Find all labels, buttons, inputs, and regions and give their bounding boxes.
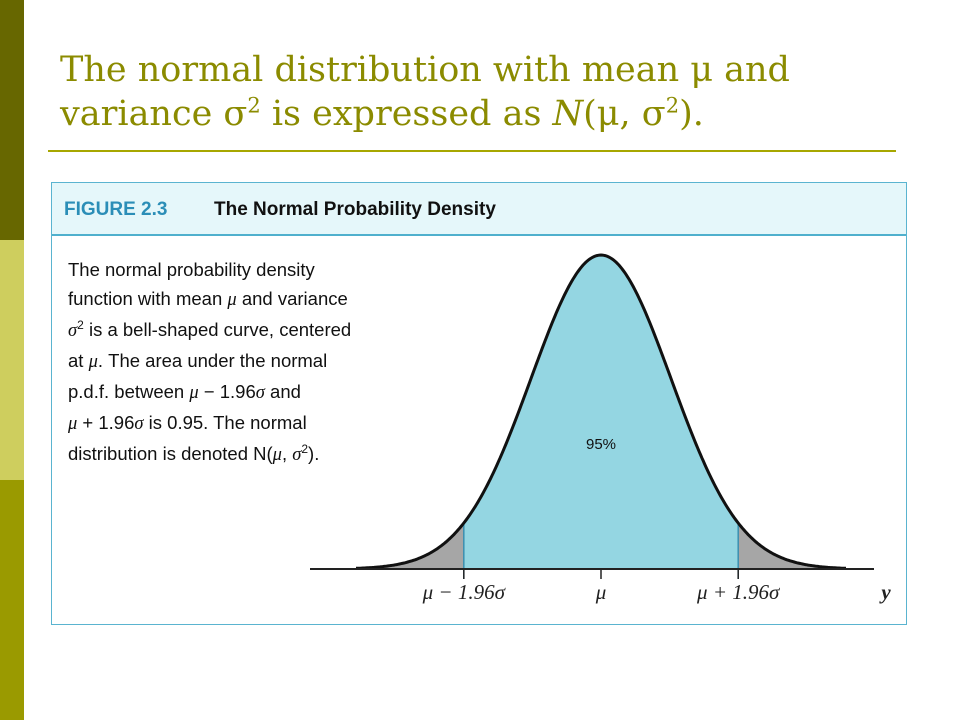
x-axis-ticks bbox=[422, 569, 781, 604]
caption-text: at bbox=[68, 350, 89, 371]
side-accent-bar-middle bbox=[0, 240, 24, 480]
title-n-symbol: N bbox=[552, 94, 584, 134]
caption-mu-symbol: μ bbox=[68, 414, 78, 434]
caption-sigma-symbol: σ bbox=[68, 321, 78, 341]
caption-mu-symbol: μ bbox=[272, 445, 282, 465]
caption-text: and variance bbox=[236, 288, 348, 309]
title-superscript: 2 bbox=[247, 93, 261, 118]
caption-text: − 1.96 bbox=[198, 381, 256, 402]
center-area-label: 95% bbox=[585, 436, 617, 453]
title-superscript: 2 bbox=[665, 93, 680, 118]
title-params-text: (μ, σ bbox=[583, 94, 666, 134]
title-expressed-text: is expressed as bbox=[271, 94, 553, 134]
x-tick-label: μ bbox=[595, 580, 607, 604]
figure-box bbox=[51, 182, 907, 625]
caption-text: The normal probability density bbox=[68, 259, 315, 280]
side-accent-bar-bottom bbox=[0, 480, 24, 720]
x-tick-label: μ + 1.96σ bbox=[697, 580, 780, 604]
caption-text: , bbox=[281, 443, 293, 464]
caption-text: function with mean bbox=[68, 288, 228, 309]
title-close-paren: ). bbox=[679, 94, 704, 134]
caption-text: is a bell-shaped curve, centered bbox=[83, 319, 352, 340]
title-line-1: The normal distribution with mean μ and bbox=[60, 50, 790, 90]
x-tick-label: μ − 1.96σ bbox=[422, 580, 505, 604]
caption-text: ). bbox=[308, 443, 320, 464]
side-accent-bar-top bbox=[0, 0, 24, 240]
x-axis-label: y bbox=[881, 580, 891, 604]
caption-text: distribution is denoted N( bbox=[68, 443, 273, 464]
caption-text: . The area under the normal bbox=[97, 350, 328, 371]
caption-text: p.d.f. between bbox=[68, 381, 190, 402]
caption-mu-symbol: μ bbox=[88, 352, 98, 372]
center-95-area bbox=[464, 255, 738, 569]
caption-sigma-symbol: σ bbox=[292, 445, 302, 465]
slide-title bbox=[60, 48, 940, 136]
figure-title: The Normal Probability Density bbox=[214, 199, 496, 220]
caption-mu-symbol: μ bbox=[189, 383, 199, 403]
caption-superscript: 2 bbox=[301, 441, 309, 456]
normal-density-plot bbox=[52, 183, 906, 624]
caption-text: and bbox=[264, 381, 301, 402]
title-variance-text: variance σ bbox=[60, 94, 248, 134]
caption-mu-symbol: μ bbox=[227, 290, 237, 310]
caption-sigma-symbol: σ bbox=[134, 414, 144, 434]
caption-superscript: 2 bbox=[77, 317, 84, 332]
title-underline bbox=[48, 150, 896, 152]
figure-number: FIGURE 2.3 bbox=[64, 199, 168, 220]
caption-sigma-symbol: σ bbox=[255, 383, 265, 403]
caption-text: + 1.96 bbox=[77, 412, 135, 433]
caption-text: is 0.95. The normal bbox=[143, 412, 307, 433]
